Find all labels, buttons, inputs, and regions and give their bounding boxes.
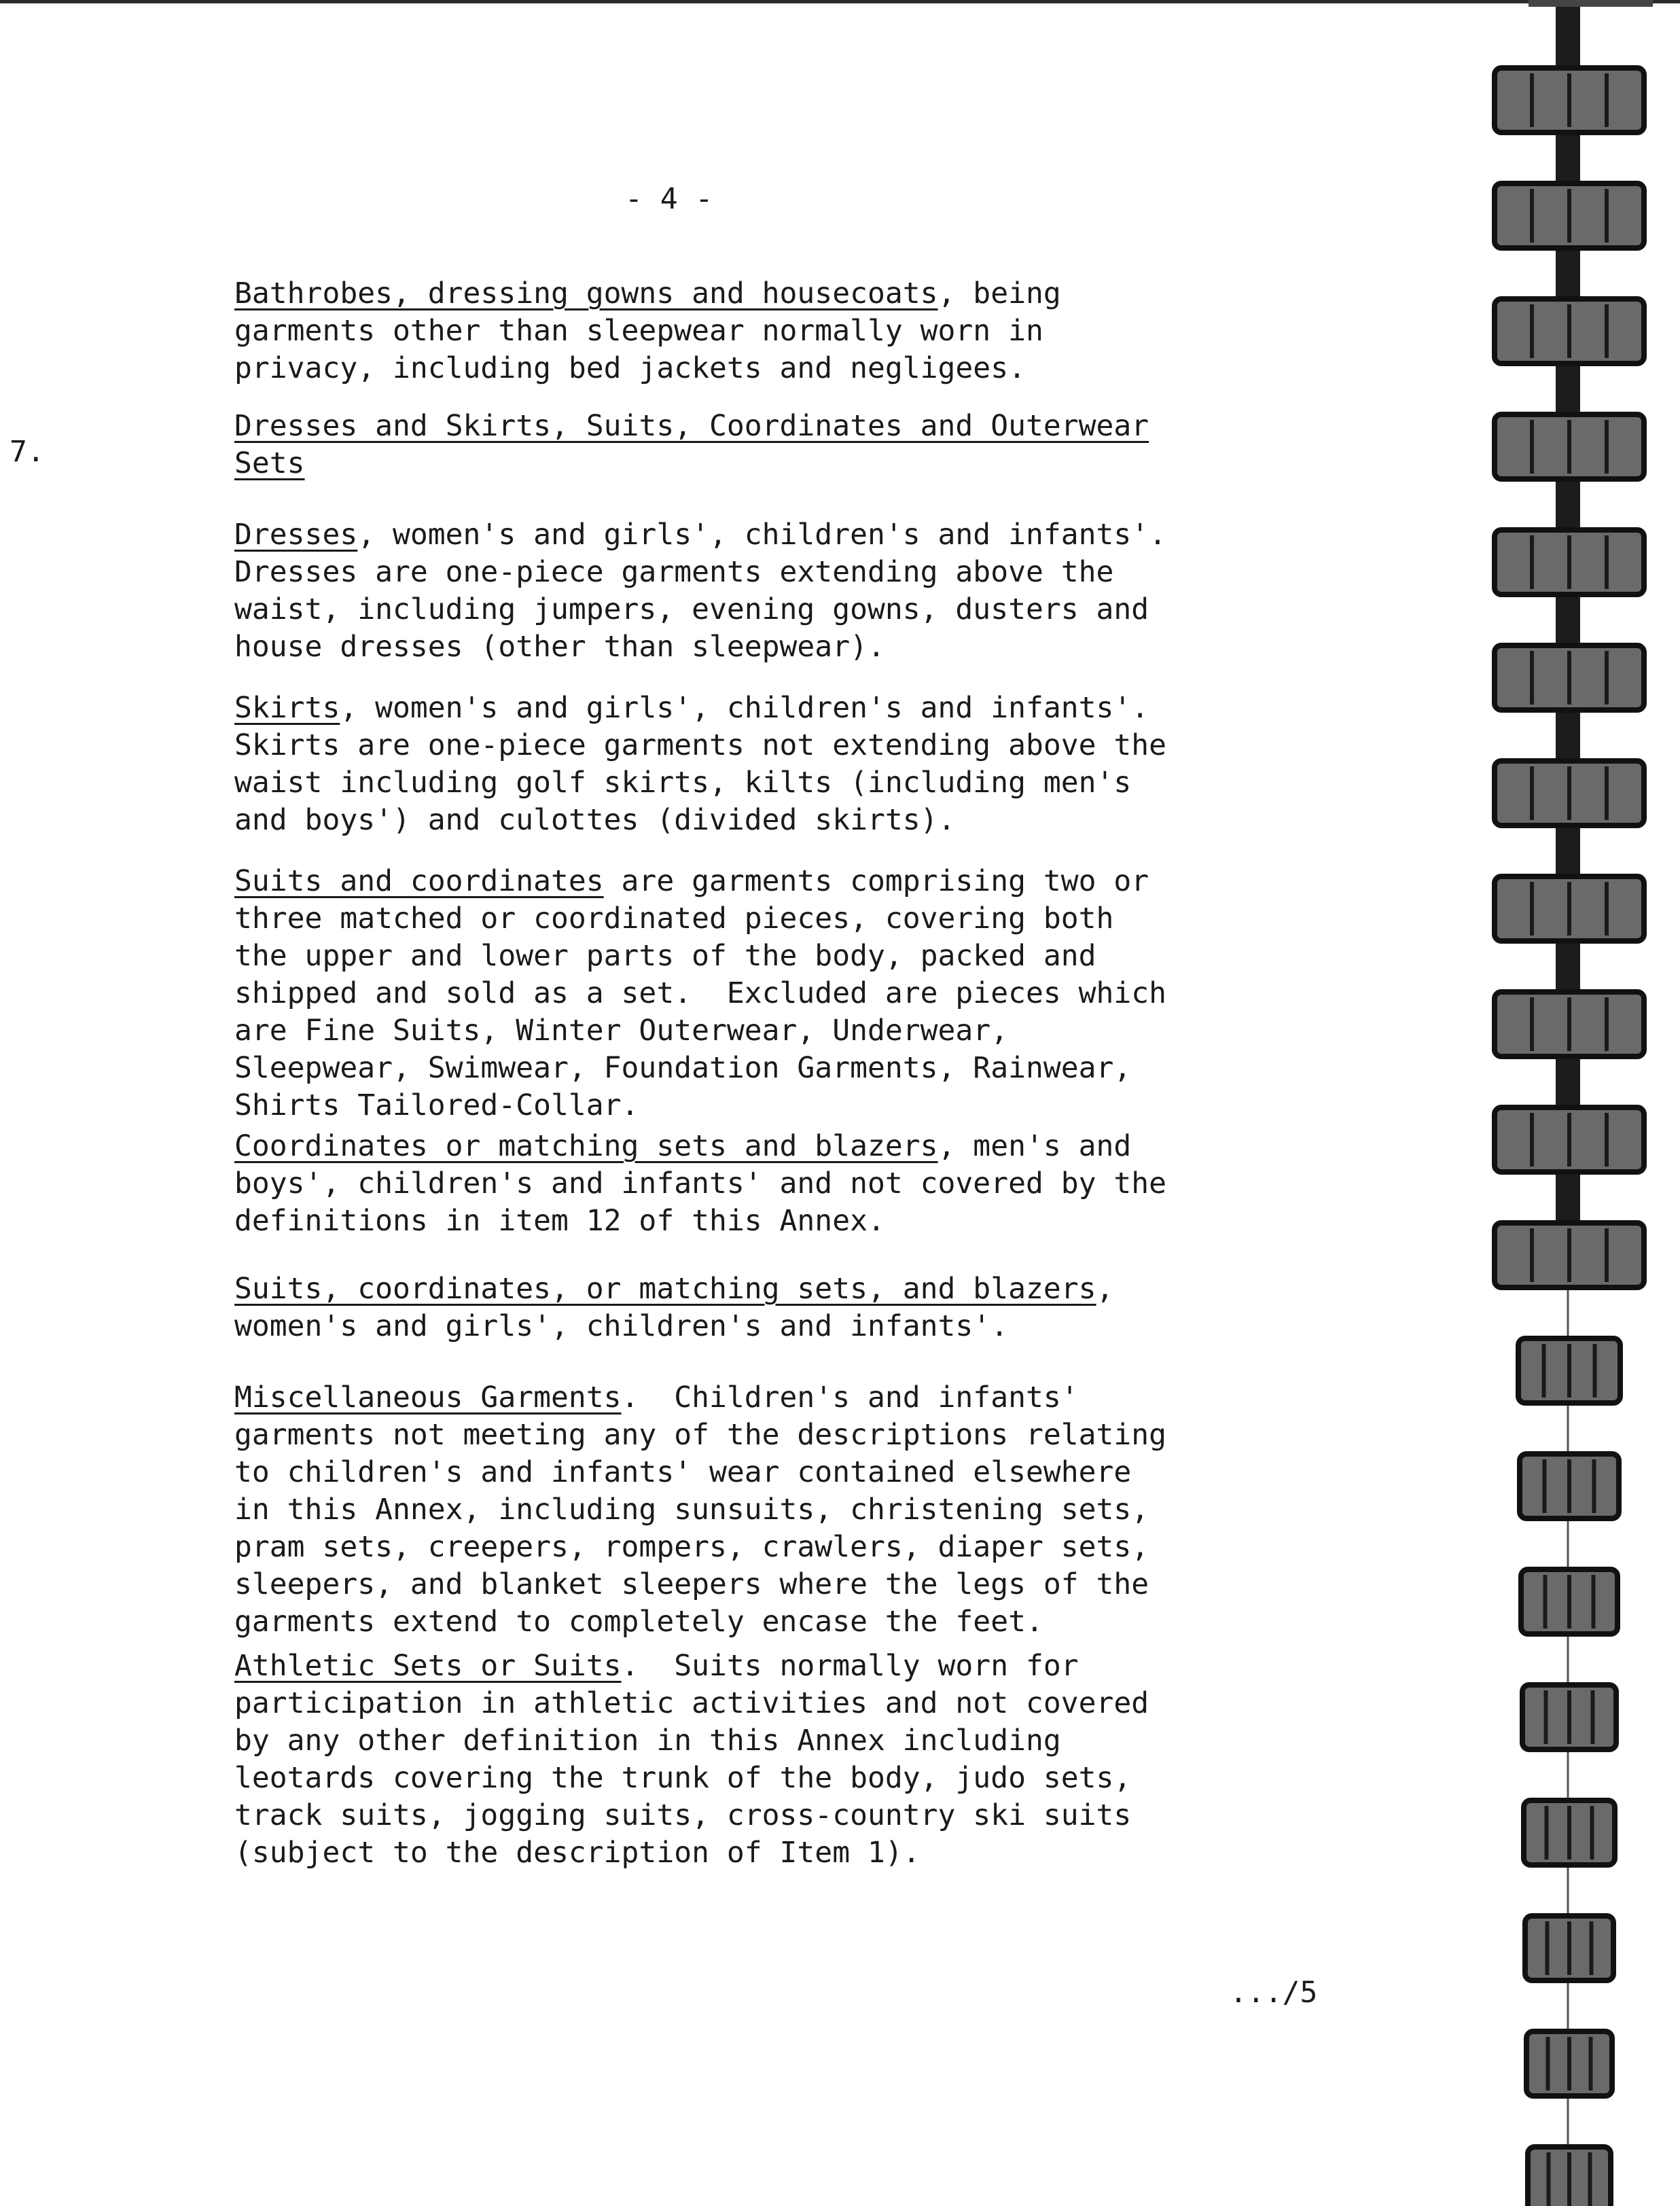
text-line [234, 1087, 1348, 1124]
binding-ring [1521, 1569, 1618, 1634]
binding-ring [1524, 1800, 1615, 1865]
text-line [234, 591, 1348, 628]
line-text: Sleepwear, Swimwear, Foundation Garments, Rainwear, [234, 1051, 1132, 1085]
binding-ring [1495, 1223, 1644, 1287]
item-number: 7. [10, 435, 45, 469]
line-text: three matched or coordinated pieces, covering both [234, 902, 1114, 936]
binding-ring [1495, 992, 1644, 1056]
paragraph-dresses [234, 516, 1348, 666]
text-line [234, 1165, 1348, 1203]
underlined-term: Miscellaneous Garments [234, 1381, 622, 1415]
binding-ring [1495, 1107, 1644, 1172]
paragraph-womens-suits [234, 1270, 1348, 1345]
text-line [234, 1417, 1348, 1454]
line-text: garments other than sleepwear normally worn in [234, 314, 1043, 348]
text-line [234, 1270, 1348, 1308]
underlined-term: Suits and coordinates [234, 864, 604, 898]
text-line [234, 802, 1348, 839]
binding-ring [1495, 68, 1644, 132]
line-text: privacy, including bed jackets and negligees. [234, 351, 1026, 385]
paragraph-athletic [234, 1648, 1348, 1872]
text-line [234, 1834, 1348, 1872]
text-line [234, 690, 1348, 727]
line-text: . Children's and infants' [621, 1381, 1079, 1415]
line-text: participation in athletic activities and not covered [234, 1686, 1149, 1720]
line-text: to children's and infants' wear contained elsewhere [234, 1455, 1132, 1489]
line-text: in this Annex, including sunsuits, christening sets, [234, 1493, 1149, 1527]
text-line [234, 516, 1348, 554]
text-line [234, 1454, 1348, 1491]
text-line [234, 275, 1348, 313]
binding-ring [1522, 1685, 1616, 1749]
binding-ring [1520, 1454, 1619, 1518]
spiral-binding-icon [1461, 0, 1680, 2206]
text-line [234, 1603, 1348, 1641]
line-text: garments extend to completely encase the feet. [234, 1605, 1043, 1639]
line-text: leotards covering the trunk of the body, judo sets, [234, 1761, 1132, 1795]
paragraph-skirts [234, 690, 1348, 839]
line-text: boys', children's and infants' and not covered by the [234, 1167, 1167, 1200]
text-line [234, 628, 1348, 666]
text-line [234, 1685, 1348, 1722]
line-text: definitions in item 12 of this Annex. [234, 1204, 885, 1238]
line-text: are garments comprising two or [603, 864, 1149, 898]
text-line [234, 1128, 1348, 1165]
binding-ring [1495, 183, 1644, 248]
binding-ring [1495, 530, 1644, 594]
line-text: . Suits normally worn for [621, 1649, 1079, 1683]
continued-marker: .../5 [1230, 1976, 1318, 2010]
line-text: garments not meeting any of the descriptions relating [234, 1418, 1167, 1452]
text-line [234, 764, 1348, 802]
text-line [234, 1203, 1348, 1240]
paragraph-suits-coordinates [234, 863, 1348, 1124]
line-text: the upper and lower parts of the body, packed and [234, 939, 1096, 973]
line-text: shipped and sold as a set. Excluded are pieces which [234, 976, 1167, 1010]
binding-ring [1528, 2147, 1611, 2206]
underlined-term: Suits, coordinates, or matching sets, and blazers [234, 1272, 1096, 1306]
text-line [234, 554, 1348, 591]
line-text: , women's and girls', children's and infants'. [357, 518, 1167, 552]
text-line [234, 1722, 1348, 1760]
binding-ring [1525, 1916, 1613, 1980]
text-line [234, 350, 1348, 387]
line-text: , [1096, 1272, 1114, 1306]
line-text: track suits, jogging suits, cross-country ski suits [234, 1798, 1132, 1832]
line-text: , men's and [937, 1129, 1132, 1163]
underlined-term: Coordinates or matching sets and blazers [234, 1129, 938, 1163]
line-text: , women's and girls', children's and infants'. [340, 691, 1149, 725]
line-text: sleepers, and blanket sleepers where the legs of the [234, 1567, 1149, 1601]
underlined-term: Dresses [234, 518, 358, 552]
underlined-term: Sets [234, 446, 305, 480]
binding-ring [1495, 299, 1644, 363]
binding-ring [1518, 1338, 1620, 1403]
text-line [234, 1379, 1348, 1417]
text-line [234, 863, 1348, 900]
line-text: house dresses (other than sleepwear). [234, 630, 885, 664]
line-text: Shirts Tailored-Collar. [234, 1088, 639, 1122]
line-text: Skirts are one-piece garments not extending above the [234, 728, 1167, 762]
line-text: , being [937, 277, 1061, 310]
text-line [234, 313, 1348, 350]
line-text: by any other definition in this Annex including [234, 1724, 1061, 1758]
paragraph-mens-coordinates [234, 1128, 1348, 1240]
underlined-term: Skirts [234, 691, 340, 725]
text-line [234, 408, 1348, 445]
text-line [234, 1012, 1348, 1050]
binding-ring [1495, 761, 1644, 825]
text-line [234, 727, 1348, 764]
text-line [234, 1050, 1348, 1087]
text-line [234, 1760, 1348, 1797]
line-text: (subject to the description of Item 1). [234, 1836, 921, 1870]
binding-ring [1495, 876, 1644, 941]
paragraph-bathrobes [234, 275, 1348, 387]
text-line [234, 1797, 1348, 1834]
line-text: pram sets, creepers, rompers, crawlers, diaper sets, [234, 1530, 1149, 1564]
text-line [234, 1529, 1348, 1566]
text-line [234, 975, 1348, 1012]
underlined-term: Dresses and Skirts, Suits, Coordinates and Outerwear [234, 409, 1149, 443]
text-line [234, 1491, 1348, 1529]
underlined-term: Athletic Sets or Suits [234, 1649, 622, 1683]
underlined-term: Bathrobes, dressing gowns and housecoats [234, 277, 938, 310]
binding-ring [1526, 2031, 1612, 2096]
text-line [234, 1308, 1348, 1345]
line-text: Dresses are one-piece garments extending above the [234, 555, 1114, 589]
text-line [234, 445, 1348, 482]
line-text: women's and girls', children's and infants'. [234, 1309, 1009, 1343]
binding-ring [1495, 645, 1644, 710]
text-line [234, 900, 1348, 938]
top-edge-line [0, 0, 1680, 3]
line-text: and boys') and culottes (divided skirts). [234, 803, 956, 837]
heading-dresses-skirts-suits [234, 408, 1348, 482]
text-line [234, 1566, 1348, 1603]
line-text: waist, including jumpers, evening gowns, dusters and [234, 592, 1149, 626]
binding-ring [1495, 414, 1644, 479]
text-line [234, 938, 1348, 975]
line-text: waist including golf skirts, kilts (including men's [234, 766, 1132, 800]
page-number: - 4 - [625, 182, 713, 216]
text-line [234, 1648, 1348, 1685]
line-text: are Fine Suits, Winter Outerwear, Underwear, [234, 1014, 1009, 1048]
paragraph-miscellaneous [234, 1379, 1348, 1641]
